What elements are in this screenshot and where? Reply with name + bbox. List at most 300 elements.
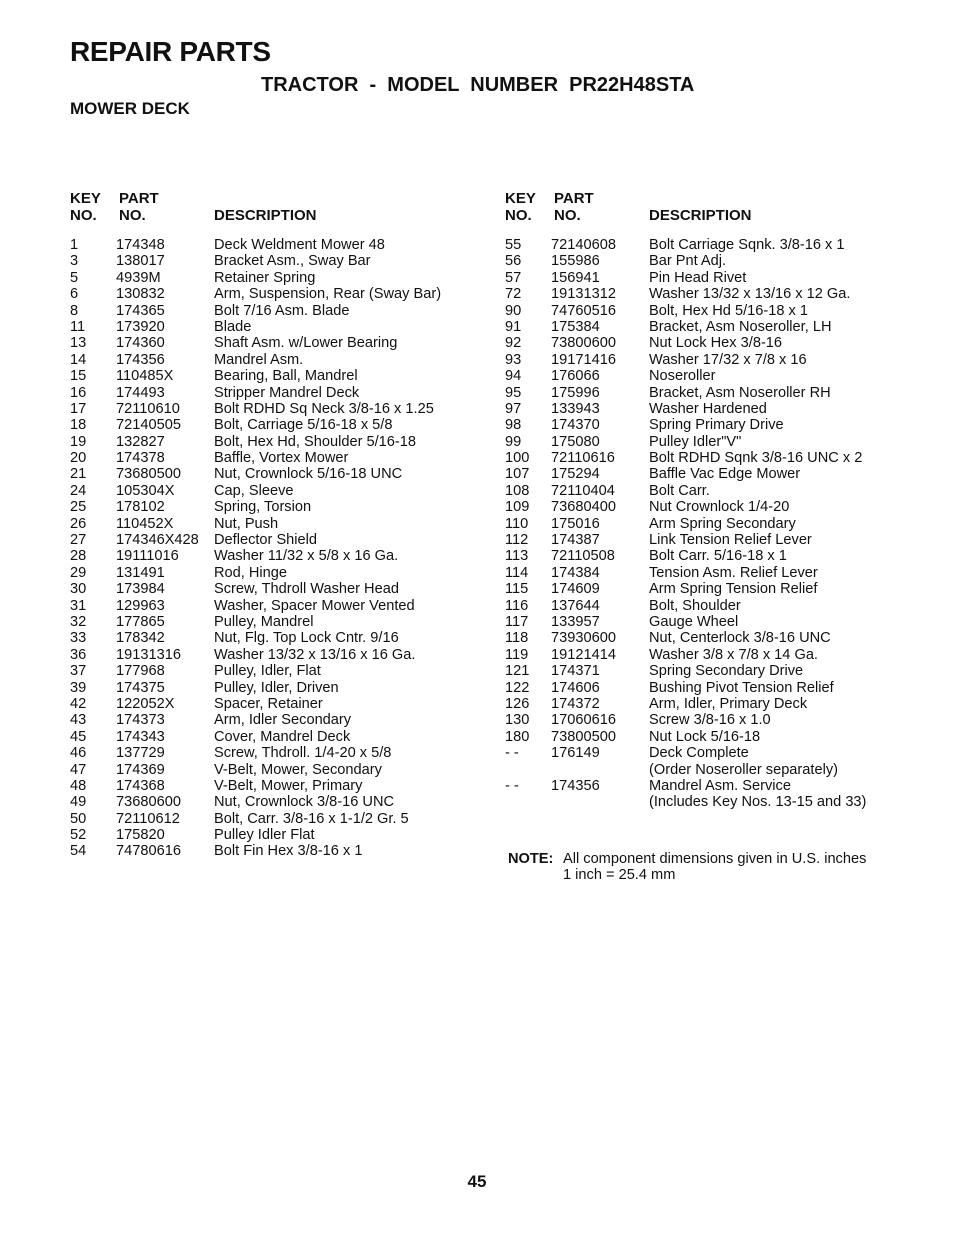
part-description: Bracket, Asm Noseroller, LH bbox=[649, 318, 832, 335]
key-no: 126 bbox=[505, 695, 530, 712]
key-no: 15 bbox=[70, 368, 87, 385]
key-no: 42 bbox=[70, 695, 87, 712]
part-description: V-Belt, Mower, Secondary bbox=[214, 761, 382, 778]
key-no: 11 bbox=[70, 318, 86, 335]
part-description: Nut Lock Hex 3/8-16 bbox=[649, 335, 783, 352]
part-description: Screw 3/8-16 x 1.0 bbox=[649, 712, 771, 729]
key-no: 25 bbox=[70, 499, 87, 516]
parts-row bbox=[505, 696, 925, 712]
column-header bbox=[505, 190, 925, 224]
part-description: Bracket Asm., Sway Bar bbox=[214, 253, 371, 270]
parts-list-left bbox=[70, 237, 490, 860]
parts-row bbox=[70, 483, 490, 499]
parts-row bbox=[505, 647, 925, 663]
parts-row bbox=[505, 450, 925, 466]
part-description: Bolt Carriage Sqnk. 3/8-16 x 1 bbox=[649, 237, 845, 253]
part-description: Pin Head Rivet bbox=[649, 269, 747, 286]
key-no: 52 bbox=[70, 827, 87, 844]
part-no: 174356 bbox=[116, 351, 165, 368]
parts-row bbox=[70, 729, 490, 745]
part-description: Arm, Idler Secondary bbox=[214, 712, 352, 729]
key-no: 92 bbox=[505, 335, 522, 352]
part-description: Stripper Mandrel Deck bbox=[214, 384, 360, 401]
part-no: 137729 bbox=[116, 745, 165, 762]
part-header-line2: NO. bbox=[554, 207, 581, 224]
note-text-line1: All component dimensions given in U.S. inches bbox=[563, 851, 867, 867]
part-description: Pulley, Idler, Flat bbox=[214, 663, 321, 680]
key-header-line1: KEY bbox=[505, 190, 536, 207]
part-no: 156941 bbox=[551, 269, 600, 286]
key-no: 114 bbox=[505, 564, 529, 581]
part-no: 174387 bbox=[551, 532, 600, 549]
part-description: Gauge Wheel bbox=[649, 613, 739, 630]
key-no: 180 bbox=[505, 728, 530, 745]
part-description: Cap, Sleeve bbox=[214, 482, 294, 499]
part-description: Nut, Centerlock 3/8-16 UNC bbox=[649, 630, 831, 647]
key-no: 130 bbox=[505, 712, 530, 729]
key-no: 54 bbox=[70, 843, 87, 860]
parts-row bbox=[70, 647, 490, 663]
key-no: 19 bbox=[70, 433, 87, 450]
part-no: 174372 bbox=[551, 695, 600, 712]
part-no: 133957 bbox=[551, 613, 600, 630]
part-no: 4939M bbox=[116, 269, 161, 286]
key-no: 27 bbox=[70, 532, 87, 549]
part-no: 175016 bbox=[551, 515, 600, 532]
part-description: Mandrel Asm. bbox=[214, 351, 304, 368]
key-header-line2: NO. bbox=[70, 207, 97, 224]
part-no: 72110508 bbox=[551, 548, 615, 565]
part-description: Rod, Hinge bbox=[214, 564, 288, 581]
note-text-line2: 1 inch = 25.4 mm bbox=[563, 867, 676, 883]
part-description: Spring, Torsion bbox=[214, 499, 312, 516]
part-no: 175996 bbox=[551, 384, 600, 401]
part-description: Nut Crownlock 1/4-20 bbox=[649, 499, 790, 516]
parts-column-right bbox=[505, 190, 925, 811]
part-header-line1: PART bbox=[554, 190, 594, 207]
key-no: 17 bbox=[70, 400, 87, 417]
parts-row bbox=[70, 696, 490, 712]
part-description: Pulley Idler"V" bbox=[649, 433, 742, 450]
part-description: Nut, Push bbox=[214, 515, 279, 532]
part-no: 174365 bbox=[116, 302, 165, 319]
key-no: 39 bbox=[70, 679, 87, 696]
part-no: 19111016 bbox=[116, 548, 179, 565]
key-no: 93 bbox=[505, 351, 522, 368]
parts-row bbox=[70, 417, 490, 433]
part-description: Baffle, Vortex Mower bbox=[214, 450, 349, 467]
part-description: Nut, Flg. Top Lock Cntr. 9/16 bbox=[214, 630, 399, 647]
part-no: 175384 bbox=[551, 318, 600, 335]
parts-row bbox=[70, 499, 490, 515]
part-no: 131491 bbox=[116, 564, 165, 581]
parts-row bbox=[70, 385, 490, 401]
part-no: 175080 bbox=[551, 433, 600, 450]
key-no: 108 bbox=[505, 482, 530, 499]
part-description: Deflector Shield bbox=[214, 532, 318, 549]
key-no: 20 bbox=[70, 450, 87, 467]
part-no: 122052X bbox=[116, 695, 175, 712]
part-no: 175820 bbox=[116, 827, 165, 844]
key-no: 98 bbox=[505, 417, 522, 434]
parts-row bbox=[70, 712, 490, 728]
part-description: Shaft Asm. w/Lower Bearing bbox=[214, 335, 398, 352]
key-no: 56 bbox=[505, 253, 522, 270]
part-no: 174384 bbox=[551, 564, 600, 581]
key-no: 115 bbox=[505, 581, 529, 598]
key-no: 1 bbox=[70, 237, 79, 253]
key-header-line2: NO. bbox=[505, 207, 532, 224]
part-no: 173984 bbox=[116, 581, 165, 598]
part-no: 19131316 bbox=[116, 646, 181, 663]
key-no: 6 bbox=[70, 286, 79, 303]
part-description: V-Belt, Mower, Primary bbox=[214, 777, 363, 794]
part-no: 177865 bbox=[116, 613, 165, 630]
part-description: Spring Secondary Drive bbox=[649, 663, 804, 680]
part-no: 174375 bbox=[116, 679, 165, 696]
part-description: Arm Spring Tension Relief bbox=[649, 581, 818, 598]
page-number: 45 bbox=[467, 1172, 487, 1191]
key-no: 109 bbox=[505, 499, 530, 516]
parts-row bbox=[70, 319, 490, 335]
parts-list-right bbox=[505, 237, 925, 811]
part-no: 174368 bbox=[116, 777, 165, 794]
part-description: Washer Hardened bbox=[649, 400, 767, 417]
part-description: Bar Pnt Adj. bbox=[649, 253, 727, 270]
part-no: 105304X bbox=[116, 482, 175, 499]
parts-row bbox=[70, 598, 490, 614]
parts-row bbox=[505, 401, 925, 417]
part-description: Nut, Crownlock 5/16-18 UNC bbox=[214, 466, 403, 483]
key-no: 37 bbox=[70, 663, 87, 680]
parts-row bbox=[70, 434, 490, 450]
part-description: Pulley, Mandrel bbox=[214, 613, 314, 630]
part-description: Cover, Mandrel Deck bbox=[214, 728, 351, 745]
part-no: 137644 bbox=[551, 597, 600, 614]
key-no: - - bbox=[505, 745, 519, 762]
part-description: Blade bbox=[214, 318, 252, 335]
part-description: (Includes Key Nos. 13-15 and 33) bbox=[649, 794, 867, 811]
key-no: 31 bbox=[70, 597, 87, 614]
key-no: 94 bbox=[505, 368, 522, 385]
part-no: 174343 bbox=[116, 728, 165, 745]
key-no: 48 bbox=[70, 777, 87, 794]
part-no: 129963 bbox=[116, 597, 165, 614]
parts-row bbox=[70, 827, 490, 843]
key-no: 57 bbox=[505, 269, 522, 286]
key-no: 14 bbox=[70, 351, 87, 368]
part-description: Washer 13/32 x 13/16 x 16 Ga. bbox=[214, 646, 416, 663]
part-no: 176066 bbox=[551, 368, 600, 385]
key-no: 112 bbox=[505, 532, 529, 549]
parts-row bbox=[70, 237, 490, 253]
key-no: 100 bbox=[505, 450, 530, 467]
section-heading: MOWER DECK bbox=[70, 99, 190, 118]
part-no: 17060616 bbox=[551, 712, 616, 729]
key-no: 95 bbox=[505, 384, 522, 401]
part-description: Washer 11/32 x 5/8 x 16 Ga. bbox=[214, 548, 399, 565]
parts-row bbox=[505, 417, 925, 433]
parts-row bbox=[505, 762, 925, 778]
part-no: 73680500 bbox=[116, 466, 181, 483]
key-no: 8 bbox=[70, 302, 79, 319]
parts-row bbox=[505, 499, 925, 515]
part-no: 72110404 bbox=[551, 482, 615, 499]
part-description: Screw, Thdroll. 1/4-20 x 5/8 bbox=[214, 745, 392, 762]
parts-row bbox=[505, 303, 925, 319]
part-no: 72110612 bbox=[116, 810, 180, 827]
part-description: Spacer, Retainer bbox=[214, 695, 323, 712]
key-no: 18 bbox=[70, 417, 87, 434]
part-description: Retainer Spring bbox=[214, 269, 316, 286]
part-description: Bushing Pivot Tension Relief bbox=[649, 679, 834, 696]
part-no: 138017 bbox=[116, 253, 165, 270]
key-no: 90 bbox=[505, 302, 522, 319]
parts-row bbox=[505, 385, 925, 401]
parts-row bbox=[505, 532, 925, 548]
part-description: Bearing, Ball, Mandrel bbox=[214, 368, 358, 385]
part-no: 110485X bbox=[116, 368, 174, 385]
column-header bbox=[70, 190, 490, 224]
part-description: Pulley, Idler, Driven bbox=[214, 679, 339, 696]
part-description: Bracket, Asm Noseroller RH bbox=[649, 384, 831, 401]
key-no: 116 bbox=[505, 597, 529, 614]
part-description: Washer 17/32 x 7/8 x 16 bbox=[649, 351, 807, 368]
part-description: Arm, Suspension, Rear (Sway Bar) bbox=[214, 286, 442, 303]
part-no: 174378 bbox=[116, 450, 165, 467]
part-no: 178342 bbox=[116, 630, 165, 647]
parts-row bbox=[505, 483, 925, 499]
parts-row bbox=[505, 352, 925, 368]
parts-row bbox=[505, 434, 925, 450]
part-no: 174356 bbox=[551, 777, 600, 794]
parts-row bbox=[70, 401, 490, 417]
part-no: 73800500 bbox=[551, 728, 616, 745]
parts-row bbox=[70, 581, 490, 597]
part-no: 174370 bbox=[551, 417, 600, 434]
key-no: 99 bbox=[505, 433, 522, 450]
parts-row bbox=[70, 630, 490, 646]
part-description: Arm Spring Secondary bbox=[649, 515, 796, 532]
parts-row bbox=[70, 614, 490, 630]
parts-row bbox=[505, 368, 925, 384]
key-no: 13 bbox=[70, 335, 87, 352]
part-description: Washer, Spacer Mower Vented bbox=[214, 597, 415, 614]
part-description: Bolt, Hex Hd, Shoulder 5/16-18 bbox=[214, 433, 416, 450]
parts-row bbox=[505, 794, 925, 810]
part-description: Washer 13/32 x 13/16 x 12 Ga. bbox=[649, 286, 851, 303]
part-no: 174369 bbox=[116, 761, 165, 778]
part-description: Link Tension Relief Lever bbox=[649, 532, 812, 549]
parts-row bbox=[70, 516, 490, 532]
part-description: Deck Complete bbox=[649, 745, 749, 762]
key-no: 55 bbox=[505, 237, 522, 253]
part-description: Bolt, Hex Hd 5/16-18 x 1 bbox=[649, 302, 808, 319]
parts-row bbox=[70, 663, 490, 679]
description-header: DESCRIPTION bbox=[649, 207, 752, 224]
key-no: 3 bbox=[70, 253, 79, 270]
part-header-line1: PART bbox=[119, 190, 159, 207]
part-description: Bolt RDHD Sqnk 3/8-16 UNC x 2 bbox=[649, 450, 863, 467]
parts-row bbox=[505, 565, 925, 581]
part-no: 133943 bbox=[551, 400, 600, 417]
parts-row bbox=[70, 762, 490, 778]
parts-row bbox=[70, 368, 490, 384]
part-no: 74760516 bbox=[551, 302, 616, 319]
part-no: 72110616 bbox=[551, 450, 615, 467]
parts-row bbox=[505, 581, 925, 597]
parts-row bbox=[70, 794, 490, 810]
part-description: Bolt Fin Hex 3/8-16 x 1 bbox=[214, 843, 363, 860]
part-no: 19171416 bbox=[551, 351, 616, 368]
part-no: 19131312 bbox=[551, 286, 616, 303]
parts-row bbox=[505, 729, 925, 745]
parts-row bbox=[505, 466, 925, 482]
key-no: 43 bbox=[70, 712, 87, 729]
parts-row bbox=[70, 450, 490, 466]
parts-row bbox=[70, 811, 490, 827]
key-no: 72 bbox=[505, 286, 522, 303]
key-no: 36 bbox=[70, 646, 87, 663]
part-no: 73680600 bbox=[116, 794, 181, 811]
part-no: 177968 bbox=[116, 663, 165, 680]
parts-row bbox=[70, 778, 490, 794]
parts-row bbox=[505, 598, 925, 614]
part-no: 174371 bbox=[551, 663, 600, 680]
parts-row bbox=[505, 270, 925, 286]
part-header-line2: NO. bbox=[119, 207, 146, 224]
key-no: - - bbox=[505, 777, 519, 794]
key-no: 118 bbox=[505, 630, 529, 647]
part-description: Deck Weldment Mower 48 bbox=[214, 237, 385, 253]
parts-row bbox=[70, 565, 490, 581]
model-subtitle: TRACTOR - MODEL NUMBER PR22H48STA bbox=[261, 74, 695, 96]
part-description: Bolt Carr. bbox=[649, 482, 710, 499]
part-no: 110452X bbox=[116, 515, 174, 532]
parts-row bbox=[70, 745, 490, 761]
key-no: 113 bbox=[505, 548, 529, 565]
part-no: 176149 bbox=[551, 745, 600, 762]
parts-row bbox=[505, 712, 925, 728]
part-no: 175294 bbox=[551, 466, 600, 483]
key-no: 16 bbox=[70, 384, 87, 401]
key-no: 5 bbox=[70, 269, 79, 286]
part-description: (Order Noseroller separately) bbox=[649, 761, 838, 778]
parts-row bbox=[70, 352, 490, 368]
key-no: 50 bbox=[70, 810, 87, 827]
key-no: 26 bbox=[70, 515, 87, 532]
part-no: 73930600 bbox=[551, 630, 616, 647]
parts-row bbox=[505, 335, 925, 351]
part-description: Spring Primary Drive bbox=[649, 417, 784, 434]
part-no: 178102 bbox=[116, 499, 165, 516]
part-no: 72140608 bbox=[551, 237, 616, 253]
key-no: 121 bbox=[505, 663, 530, 680]
part-no: 19121414 bbox=[551, 646, 616, 663]
part-description: Nut Lock 5/16-18 bbox=[649, 728, 761, 745]
part-description: Bolt 7/16 Asm. Blade bbox=[214, 302, 350, 319]
part-no: 174360 bbox=[116, 335, 165, 352]
key-no: 29 bbox=[70, 564, 87, 581]
part-no: 174346X428 bbox=[116, 532, 199, 549]
part-description: Washer 3/8 x 7/8 x 14 Ga. bbox=[649, 646, 818, 663]
part-description: Bolt, Carr. 3/8-16 x 1-1/2 Gr. 5 bbox=[214, 810, 409, 827]
parts-row bbox=[505, 663, 925, 679]
part-no: 155986 bbox=[551, 253, 600, 270]
part-description: Mandrel Asm. Service bbox=[649, 777, 791, 794]
part-description: Bolt, Shoulder bbox=[649, 597, 741, 614]
parts-row bbox=[70, 466, 490, 482]
part-no: 73680400 bbox=[551, 499, 616, 516]
parts-row bbox=[70, 286, 490, 302]
key-no: 110 bbox=[505, 515, 529, 532]
parts-row bbox=[505, 614, 925, 630]
part-no: 174348 bbox=[116, 237, 165, 253]
key-no: 49 bbox=[70, 794, 87, 811]
parts-column-left bbox=[70, 190, 490, 860]
part-no: 174373 bbox=[116, 712, 165, 729]
parts-row bbox=[505, 253, 925, 269]
part-description: Bolt Carr. 5/16-18 x 1 bbox=[649, 548, 787, 565]
key-no: 32 bbox=[70, 613, 87, 630]
part-no: 74780616 bbox=[116, 843, 181, 860]
part-no: 174609 bbox=[551, 581, 600, 598]
parts-row bbox=[505, 548, 925, 564]
key-no: 107 bbox=[505, 466, 530, 483]
parts-row bbox=[70, 532, 490, 548]
parts-row bbox=[505, 319, 925, 335]
part-description: Nut, Crownlock 3/8-16 UNC bbox=[214, 794, 395, 811]
parts-row bbox=[505, 516, 925, 532]
key-no: 47 bbox=[70, 761, 87, 778]
key-header-line1: KEY bbox=[70, 190, 101, 207]
parts-row bbox=[70, 843, 490, 859]
part-no: 173920 bbox=[116, 318, 165, 335]
key-no: 21 bbox=[70, 466, 87, 483]
part-no: 130832 bbox=[116, 286, 165, 303]
part-no: 174606 bbox=[551, 679, 600, 696]
key-no: 119 bbox=[505, 646, 529, 663]
part-no: 174493 bbox=[116, 384, 165, 401]
parts-row bbox=[505, 630, 925, 646]
part-description: Pulley Idler Flat bbox=[214, 827, 315, 844]
parts-row bbox=[70, 270, 490, 286]
parts-row bbox=[70, 303, 490, 319]
parts-row bbox=[505, 778, 925, 794]
parts-row bbox=[505, 680, 925, 696]
key-no: 97 bbox=[505, 400, 522, 417]
part-no: 72140505 bbox=[116, 417, 181, 434]
part-description: Screw, Thdroll Washer Head bbox=[214, 581, 399, 598]
key-no: 91 bbox=[505, 318, 522, 335]
key-no: 33 bbox=[70, 630, 87, 647]
part-description: Arm, Idler, Primary Deck bbox=[649, 695, 808, 712]
part-description: Baffle Vac Edge Mower bbox=[649, 466, 801, 483]
parts-row bbox=[505, 237, 925, 253]
key-no: 45 bbox=[70, 728, 87, 745]
part-description: Bolt, Carriage 5/16-18 x 5/8 bbox=[214, 417, 393, 434]
part-no: 73800600 bbox=[551, 335, 616, 352]
parts-row bbox=[70, 680, 490, 696]
key-no: 24 bbox=[70, 482, 87, 499]
parts-row bbox=[505, 286, 925, 302]
note-label: NOTE: bbox=[508, 851, 554, 867]
parts-row bbox=[70, 253, 490, 269]
key-no: 122 bbox=[505, 679, 530, 696]
parts-row bbox=[505, 745, 925, 761]
part-description: Tension Asm. Relief Lever bbox=[649, 564, 818, 581]
key-no: 117 bbox=[505, 613, 529, 630]
